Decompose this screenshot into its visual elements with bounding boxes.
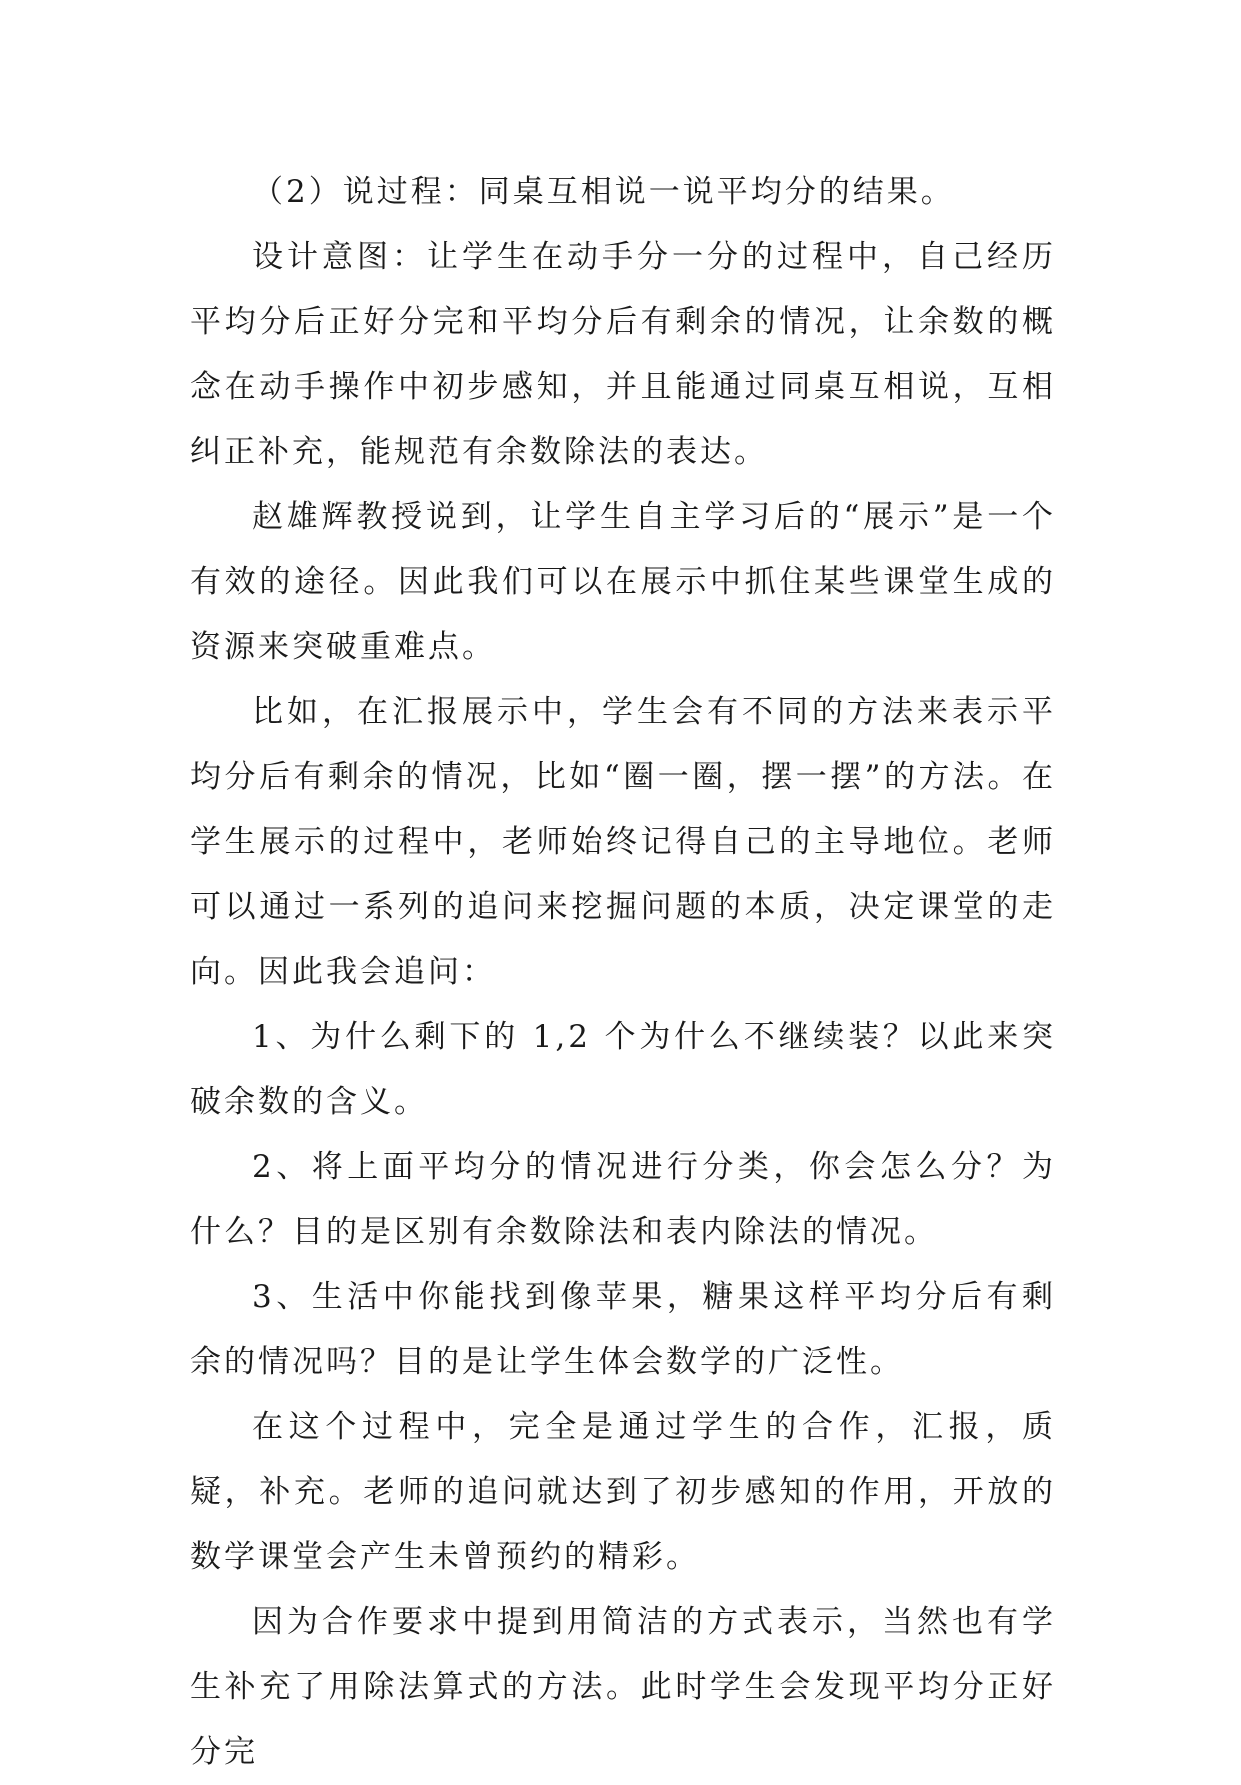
paragraph-question-1: 1、为什么剩下的 1,2 个为什么不继续装？以此来突破余数的含义。 — [190, 1019, 1056, 1120]
paragraph-division-method: 因为合作要求中提到用简洁的方式表示，当然也有学生补充了用除法算式的方法。此时学生会发现平均分正好分完 — [190, 1604, 1056, 1770]
paragraph-example: 比如，在汇报展示中，学生会有不同的方法来表示平均分后有剩余的情况，比如“圈一圈，摆一摆”的方法。在学生展示的过程中，老师始终记得自己的主导地位。老师可以通过一系列的追问来挖掘问题的本质，决定课堂的走向。因此我会追问： — [190, 694, 1056, 990]
paragraph-professor-quote: 赵雄辉教授说到，让学生自主学习后的“展示”是一个有效的途径。因此我们可以在展示中抓住某些课堂生成的资源来突破重难点。 — [190, 499, 1056, 665]
paragraph-design-intent: 设计意图：让学生在动手分一分的过程中，自己经历平均分后正好分完和平均分后有剩余的情况，让余数的概念在动手操作中初步感知，并且能通过同桌互相说，互相纠正补充，能规范有余数除法的表达。 — [190, 239, 1056, 470]
paragraph-question-2: 2、将上面平均分的情况进行分类，你会怎么分？为什么？目的是区别有余数除法和表内除法的情况。 — [190, 1149, 1056, 1250]
paragraph-question-3: 3、生活中你能找到像苹果，糖果这样平均分后有剩余的情况吗？目的是让学生体会数学的广泛性。 — [190, 1279, 1056, 1380]
paragraph-process-summary: 在这个过程中，完全是通过学生的合作，汇报，质疑，补充。老师的追问就达到了初步感知的作用，开放的数学课堂会产生未曾预约的精彩。 — [190, 1409, 1056, 1575]
paragraph-process-step: （2）说过程：同桌互相说一说平均分的结果。 — [252, 174, 955, 210]
document-body — [190, 160, 1056, 1785]
